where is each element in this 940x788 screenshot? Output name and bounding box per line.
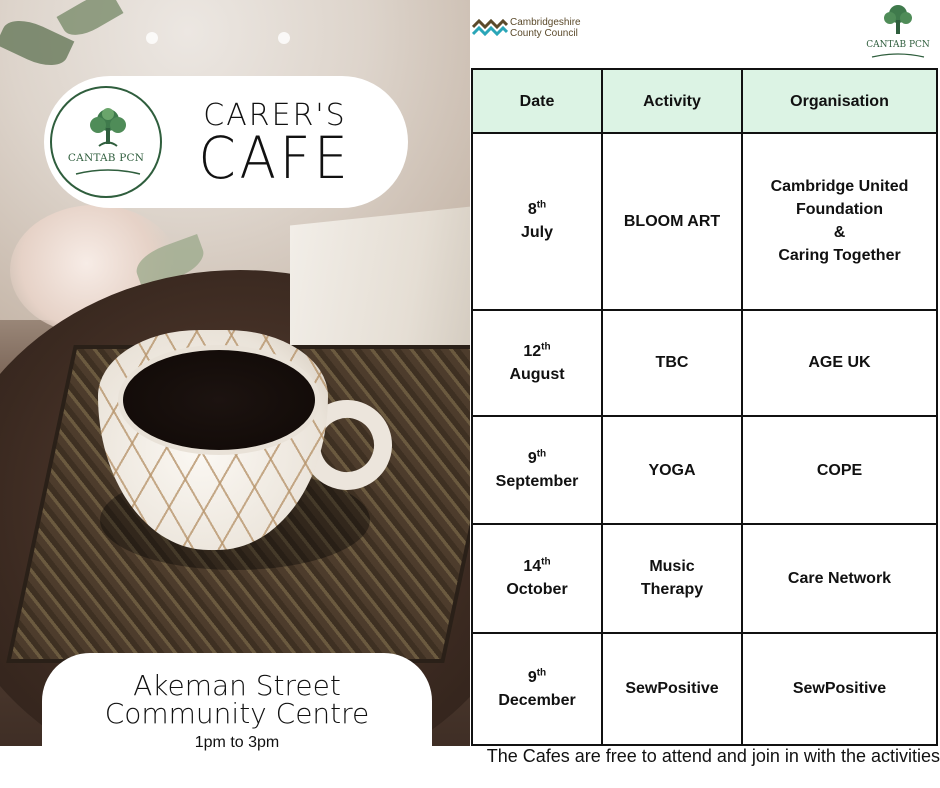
- activity-line: BLOOM ART: [623, 212, 721, 230]
- date-day: 9: [527, 450, 537, 468]
- cantab-small-text: CANTAB PCN: [866, 40, 930, 50]
- date-month: August: [509, 365, 565, 383]
- header-activity: Activity: [602, 69, 742, 133]
- date-day: 12: [523, 342, 542, 360]
- council-name-line2: County Council: [510, 28, 578, 39]
- cell-organisation: [742, 633, 937, 745]
- organisation-line: AGE UK: [808, 354, 871, 372]
- activity-line: Music: [649, 558, 695, 576]
- cell-activity: [602, 416, 742, 524]
- cantab-pcn-badge: [50, 86, 162, 198]
- cell-activity: [602, 524, 742, 632]
- date-month: September: [495, 473, 579, 491]
- bokeh-light: [278, 32, 290, 44]
- cell-organisation: [742, 416, 937, 524]
- council-name-line1: Cambridgeshire: [510, 17, 581, 28]
- swoosh-icon: [870, 52, 926, 60]
- date-day: 9: [527, 668, 537, 686]
- cell-date: [472, 633, 602, 745]
- cell-organisation: [742, 133, 937, 310]
- footer-note: The Cafes are free to attend and join in with the activities: [486, 746, 940, 766]
- date-day: 14: [523, 558, 542, 576]
- swoosh-icon: [74, 168, 142, 178]
- date-month: July: [520, 224, 553, 242]
- council-waves-icon: [472, 18, 508, 38]
- date-suffix: th: [536, 199, 547, 211]
- cell-date: [472, 133, 602, 310]
- organisation-line: Foundation: [795, 201, 884, 219]
- header-date: Date: [472, 69, 602, 133]
- coffee-surface: [118, 345, 320, 455]
- date-month: December: [498, 691, 576, 709]
- cell-organisation: [742, 524, 937, 632]
- venue-name-line2: Community Centre: [104, 697, 370, 730]
- bokeh-light: [146, 32, 158, 44]
- cell-organisation: [742, 310, 937, 416]
- cambridgeshire-council-logo: [472, 16, 582, 46]
- table-row: [472, 310, 937, 416]
- table-row: [472, 633, 937, 745]
- cell-date: [472, 524, 602, 632]
- title-cafe: CAFE: [198, 124, 352, 192]
- activity-line: YOGA: [648, 461, 696, 479]
- activity-line: TBC: [655, 354, 689, 372]
- organisation-line: &: [833, 224, 846, 242]
- title-carers: CARER'S: [203, 98, 347, 133]
- table-row: [472, 524, 937, 632]
- cell-activity: [602, 310, 742, 416]
- table-row: [472, 133, 937, 310]
- header-organisation: Organisation: [742, 69, 937, 133]
- badge-text: CANTAB PCN: [67, 152, 145, 164]
- organisation-line: SewPositive: [792, 680, 887, 698]
- organisation-line: Cambridge United: [770, 178, 909, 196]
- organisation-line: COPE: [816, 461, 863, 479]
- date-day: 8: [527, 201, 537, 219]
- date-suffix: th: [536, 448, 547, 460]
- opening-hours: 1pm to 3pm: [194, 734, 280, 751]
- date-suffix: th: [541, 341, 551, 353]
- table-row: [472, 416, 937, 524]
- date-suffix: th: [541, 557, 551, 569]
- cantab-pcn-logo: [862, 2, 934, 62]
- date-suffix: th: [536, 667, 547, 679]
- cell-activity: [602, 633, 742, 745]
- tree-icon: [878, 2, 918, 40]
- activity-line: Therapy: [640, 581, 704, 599]
- date-month: October: [506, 581, 568, 599]
- activity-line: SewPositive: [625, 680, 719, 698]
- schedule-table: [471, 68, 938, 746]
- organisation-line: Caring Together: [778, 247, 901, 265]
- cell-date: [472, 416, 602, 524]
- cell-date: [472, 310, 602, 416]
- cell-activity: [602, 133, 742, 310]
- organisation-line: Care Network: [787, 569, 892, 587]
- tree-icon: [85, 106, 131, 152]
- table-header-row: [472, 69, 937, 133]
- venue-name-line1: Akeman Street: [133, 669, 341, 702]
